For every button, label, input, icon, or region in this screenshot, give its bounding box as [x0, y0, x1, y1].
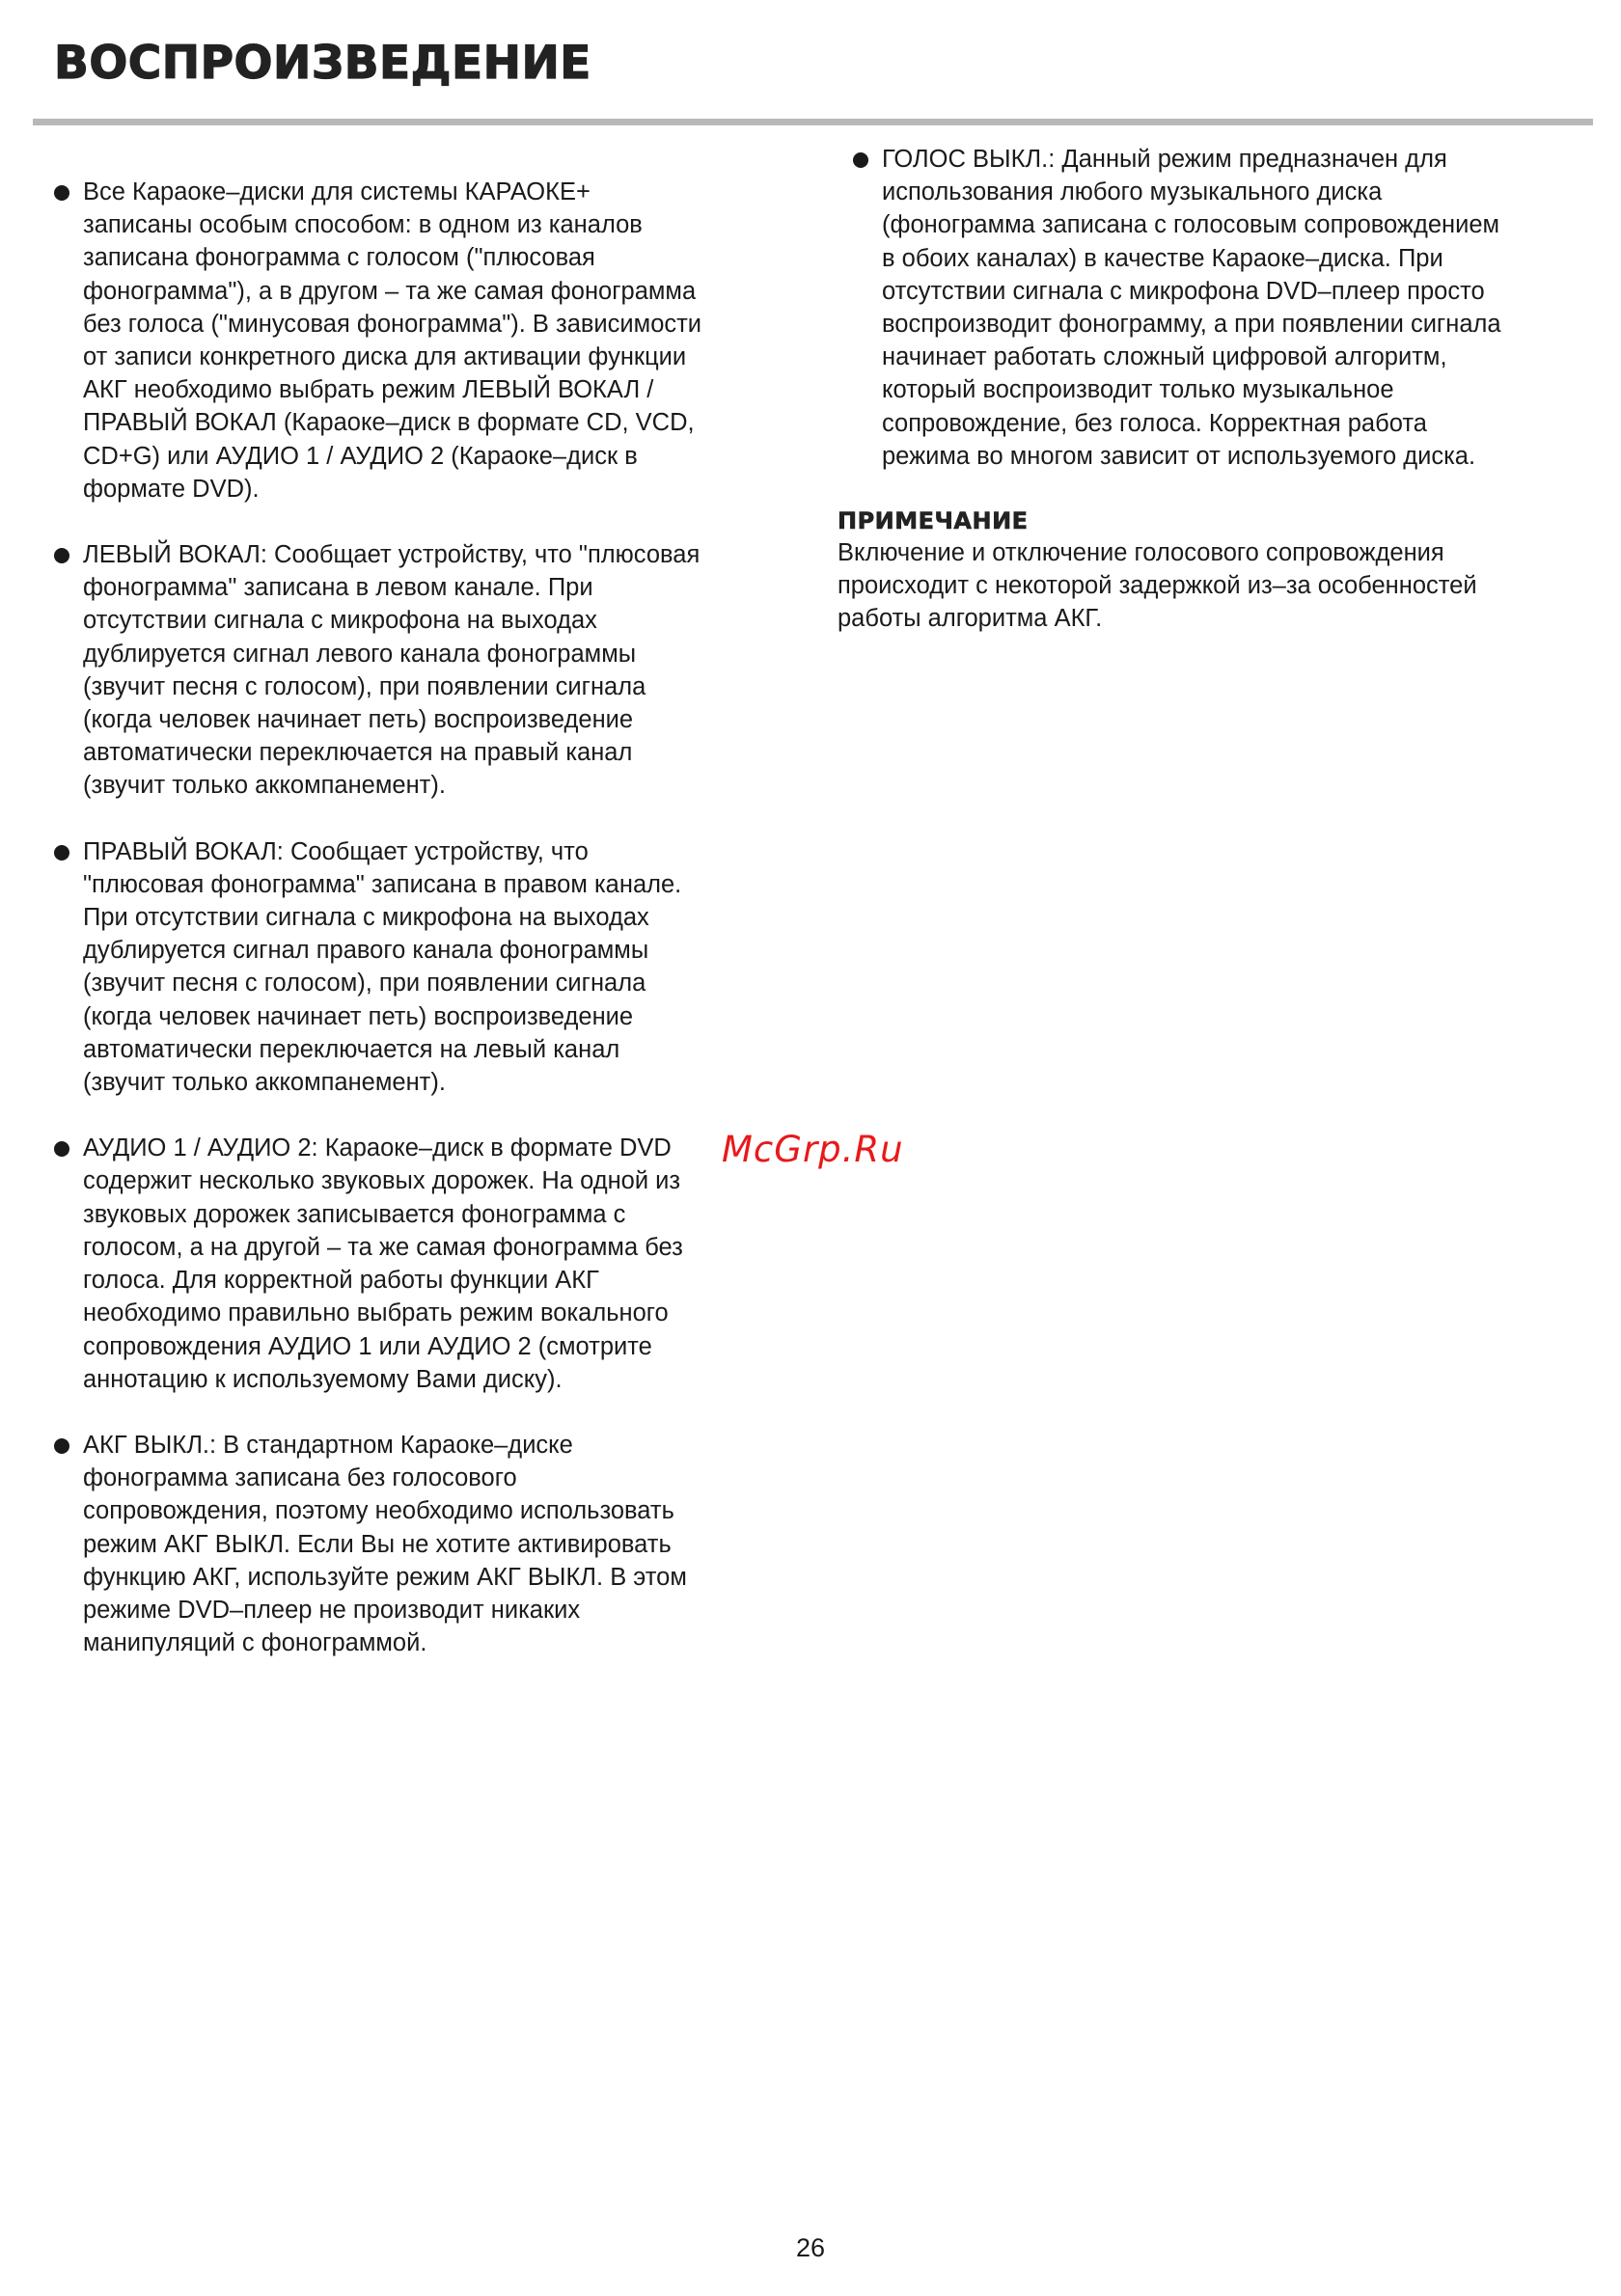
list-item-text: ЛЕВЫЙ ВОКАЛ: Сообщает устройству, что "плюсовая фонограмма" записана в левом канале. При отсутствии сигнала с микрофона на выходах дублируется сигнал левого канала фонограммы (звучит песня с голосом), при появлении сигнала (когда человек начинает петь) воспроизведение автоматически переключается на правый канал (звучит только аккомпанемент). — [83, 541, 701, 800]
note-heading: ПРИМЕЧАНИЕ — [838, 507, 1029, 534]
note-block — [838, 506, 1600, 636]
list-item — [54, 1429, 797, 1659]
bullet-icon — [853, 152, 868, 168]
list-item — [54, 1132, 797, 1396]
list-item-text: АУДИО 1 / АУДИО 2: Караоке–диск в формате DVD содержит несколько звуковых дорожек. На одной из звуковых дорожек записывается фонограмма с голосом, а на другой – та же самая фонограмма без голоса. Для корректной работы функции АКГ необходимо правильно выбрать режим вокального сопровождения АУДИО 1 или АУДИО 2 (смотрите аннотацию к используемому Вами диску). — [83, 1134, 683, 1393]
bullet-icon — [54, 548, 69, 563]
list-item — [54, 835, 797, 1100]
list-item — [54, 176, 797, 506]
right-column — [853, 143, 1596, 506]
page-number: 26 — [795, 2233, 826, 2262]
watermark: McGrp.Ru — [722, 1129, 904, 1170]
list-item — [853, 143, 1596, 473]
page-title: ВОСПРОИЗВЕДЕНИЕ — [54, 37, 591, 90]
list-item-text: АКГ ВЫКЛ.: В стандартном Караоке–диске фонограмма записана без голосового сопровождения, поэтому необходимо использовать режим АКГ ВЫКЛ. Если Вы не хотите активировать функцию АКГ, используйте режим АКГ ВЫКЛ. В этом режиме DVD–плеер не производит никаких манипуляций с фонограммой. — [83, 1431, 687, 1657]
title-divider — [33, 119, 1593, 125]
list-item-text: ПРАВЫЙ ВОКАЛ: Сообщает устройству, что "плюсовая фонограмма" записана в правом канале. При отсутствии сигнала с микрофона на выходах дублируется сигнал правого канала фонограммы (звучит песня с голосом), при появлении сигнала (когда человек начинает петь) воспроизведение автоматически переключается на левый канал (звучит только аккомпанемент). — [83, 837, 682, 1097]
bullet-icon — [54, 845, 69, 861]
bullet-icon — [54, 1438, 69, 1454]
bullet-icon — [54, 185, 69, 201]
list-item-text: Все Караоке–диски для системы КАРАОКЕ+ записаны особым способом: в одном из каналов записана фонограмма с голосом ("плюсовая фонограмма"), а в другом – та же самая фонограмма без голоса ("минусовая фонограмма"). В зависимости от записи конкретного диска для активации функции АКГ необходимо выбрать режим ЛЕВЫЙ ВОКАЛ / ПРАВЫЙ ВОКАЛ (Караоке–диск в формате CD, VCD, CD+G) или АУДИО 1 / АУДИО 2 (Караоке–диск в формате DVD). — [83, 178, 702, 503]
note-text: Включение и отключение голосового сопровождения происходит с некоторой задержкой из–за особенностей работы алгоритма АКГ. — [838, 539, 1477, 633]
list-item-text: ГОЛОС ВЫКЛ.: Данный режим предназначен для использования любого музыкального диска (фонограмма записана с голосовым сопровождением в обоих каналах) в качестве Караоке–диска. При отсутствии сигнала с микрофона DVD–плеер просто воспроизводит фонограмму, а при появлении сигнала начинает работать сложный цифровой алгоритм, который воспроизводит только музыкальное сопровождение, без голоса. Корректная работа режима во многом зависит от используемого диска. — [882, 146, 1501, 470]
bullet-icon — [54, 1141, 69, 1157]
left-column — [54, 176, 797, 1692]
list-item — [54, 538, 797, 803]
